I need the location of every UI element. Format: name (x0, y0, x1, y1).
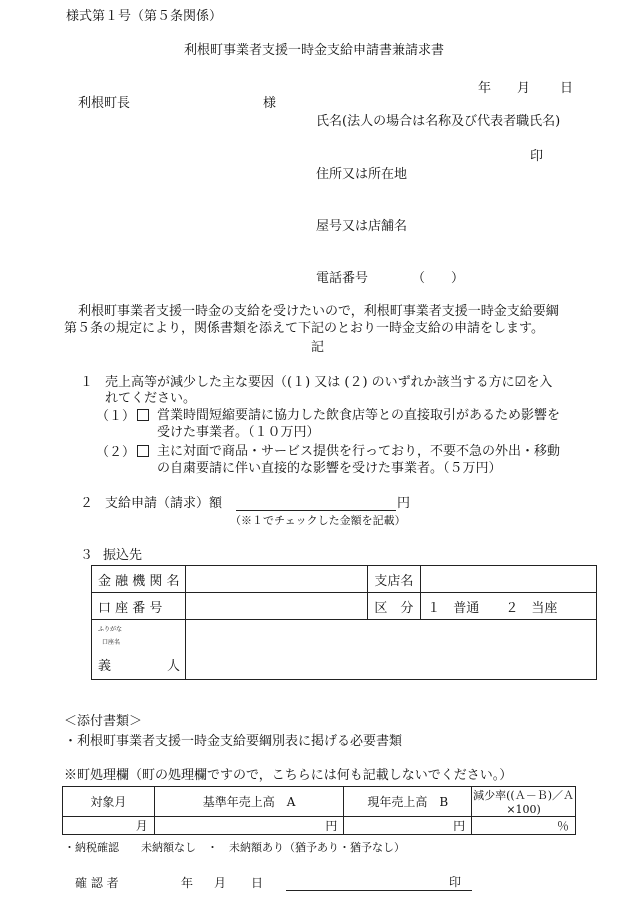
account-holder-field[interactable] (185, 620, 596, 680)
bank-table (91, 565, 597, 680)
applicant-shop-label: 屋号又は店舗名 (316, 219, 408, 234)
attachments-item: ・利根町事業者支援一時金支給要綱別表に掲げる必要書類 (64, 734, 403, 749)
furigana-label: ふりがな (98, 626, 123, 633)
confirm-year: 年 (181, 876, 194, 890)
section3-label: 振込先 (103, 548, 143, 563)
option2-number: （２） (96, 445, 136, 460)
account-type-ordinary[interactable]: １ 普通 (427, 600, 480, 616)
section3-number: ３ (80, 548, 94, 563)
office-col-current-sales: 現年売上高 B (344, 787, 472, 817)
office-table (62, 786, 576, 835)
holder-label-left: 義 (98, 659, 112, 674)
account-type-current[interactable]: ２ 当座 (505, 600, 558, 616)
date-day: 日 (560, 81, 574, 96)
tax-no-arrears[interactable]: 未納額なし (141, 841, 196, 854)
tax-separator: ・ (207, 841, 218, 854)
option1-row (96, 409, 153, 425)
applicant-phone-paren: （ ） (412, 271, 465, 286)
document-title: 利根町事業者支援一時金支給申請書兼請求書 (184, 43, 445, 58)
addressee-honorific: 様 (263, 96, 277, 111)
addressee-name: 利根町長 (78, 96, 131, 111)
confirm-month: 月 (214, 876, 227, 890)
amount-note: （※１でチェックした金額を記載） (230, 514, 406, 527)
ki-heading: 記 (311, 340, 325, 355)
office-rate-unit: ％ (472, 817, 576, 835)
office-heading: ※町処理欄（町の処理欄ですので，こちらには何も記載しないでください。） (64, 768, 513, 783)
applicant-phone-label: 電話番号 (316, 271, 369, 286)
confirmer-seal: 印 (449, 875, 462, 889)
intro-line-1: 利根町事業者支援一時金の支給を受けたいので，利根町事業者支援一時金支給要綱 (78, 304, 559, 319)
option1-number: （１） (96, 409, 136, 424)
tax-check-row (64, 842, 405, 855)
amount-unit: 円 (397, 496, 411, 511)
option1-line-2: 受けた事業者。（１０万円） (157, 425, 320, 440)
office-month-unit: 月 (63, 817, 155, 835)
bank-name-field[interactable] (185, 566, 368, 593)
section2-label: 支給申請（請求）額 (105, 496, 223, 511)
section2-number: ２ (80, 496, 94, 511)
tax-check-label: ・納税確認 (64, 841, 119, 854)
account-type-label: 区 分 (368, 593, 421, 620)
office-current-unit: 円 (344, 817, 472, 835)
office-base-unit: 円 (154, 817, 344, 835)
date-year: 年 (478, 81, 492, 96)
confirm-day: 日 (251, 876, 264, 890)
holder-label-right: 人 (167, 659, 181, 674)
account-number-field[interactable] (185, 593, 368, 620)
office-col-base-sales: 基準年売上高 A (154, 787, 344, 817)
date-month: 月 (517, 81, 531, 96)
confirmer-signature-line[interactable] (286, 890, 472, 891)
applicant-address-label: 住所又は所在地 (316, 167, 408, 182)
account-holder-label-cell (92, 620, 186, 680)
bank-name-label: 金 融 機 関 名 (92, 566, 186, 593)
option1-checkbox[interactable] (137, 409, 149, 421)
account-type-options[interactable] (421, 593, 597, 620)
option2-line-1: 主に対面で商品・サービス提供を行っており，不要不急の外出・移動 (157, 444, 561, 459)
office-col-decrease-rate: 減少率((Ａ－Ｂ)／Ａ×100) (472, 787, 576, 817)
option2-line-2: の自粛要請に伴い直接的な影響を受けた事業者。（５万円） (157, 461, 502, 476)
option1-line-1: 営業時間短縮要請に協力した飲食店等との直接取引があるため影響を (157, 408, 561, 423)
branch-field[interactable] (421, 566, 597, 593)
confirmer-label: 確 認 者 (75, 876, 119, 890)
option2-checkbox[interactable] (137, 445, 149, 457)
branch-label: 支店名 (368, 566, 421, 593)
applicant-name-label: 氏名(法人の場合は名称及び代表者職氏名) (316, 114, 561, 129)
applicant-seal: 印 (530, 149, 544, 164)
tax-arrears[interactable]: 未納額あり（猶予あり・猶予なし） (229, 841, 405, 854)
section1-line-2: れてください。 (105, 391, 197, 406)
section1-number: １ (80, 375, 94, 390)
form-number-label: 様式第１号（第５条関係） (66, 9, 223, 24)
attachments-heading: ＜添付書類＞ (64, 714, 143, 729)
intro-line-2: 第５条の規定により，関係書類を添えて下記のとおり一時金支給の申請をします。 (64, 321, 544, 336)
account-number-label: 口 座 番 号 (92, 593, 186, 620)
section1-line-1: 売上高等が減少した主な要因（(１) 又は (２) のいずれか該当する方に☑を入 (105, 375, 553, 390)
office-col-month: 対象月 (63, 787, 155, 817)
account-name-label: 口座名 (102, 639, 121, 646)
amount-underline[interactable] (236, 510, 396, 511)
option2-row (96, 445, 153, 461)
